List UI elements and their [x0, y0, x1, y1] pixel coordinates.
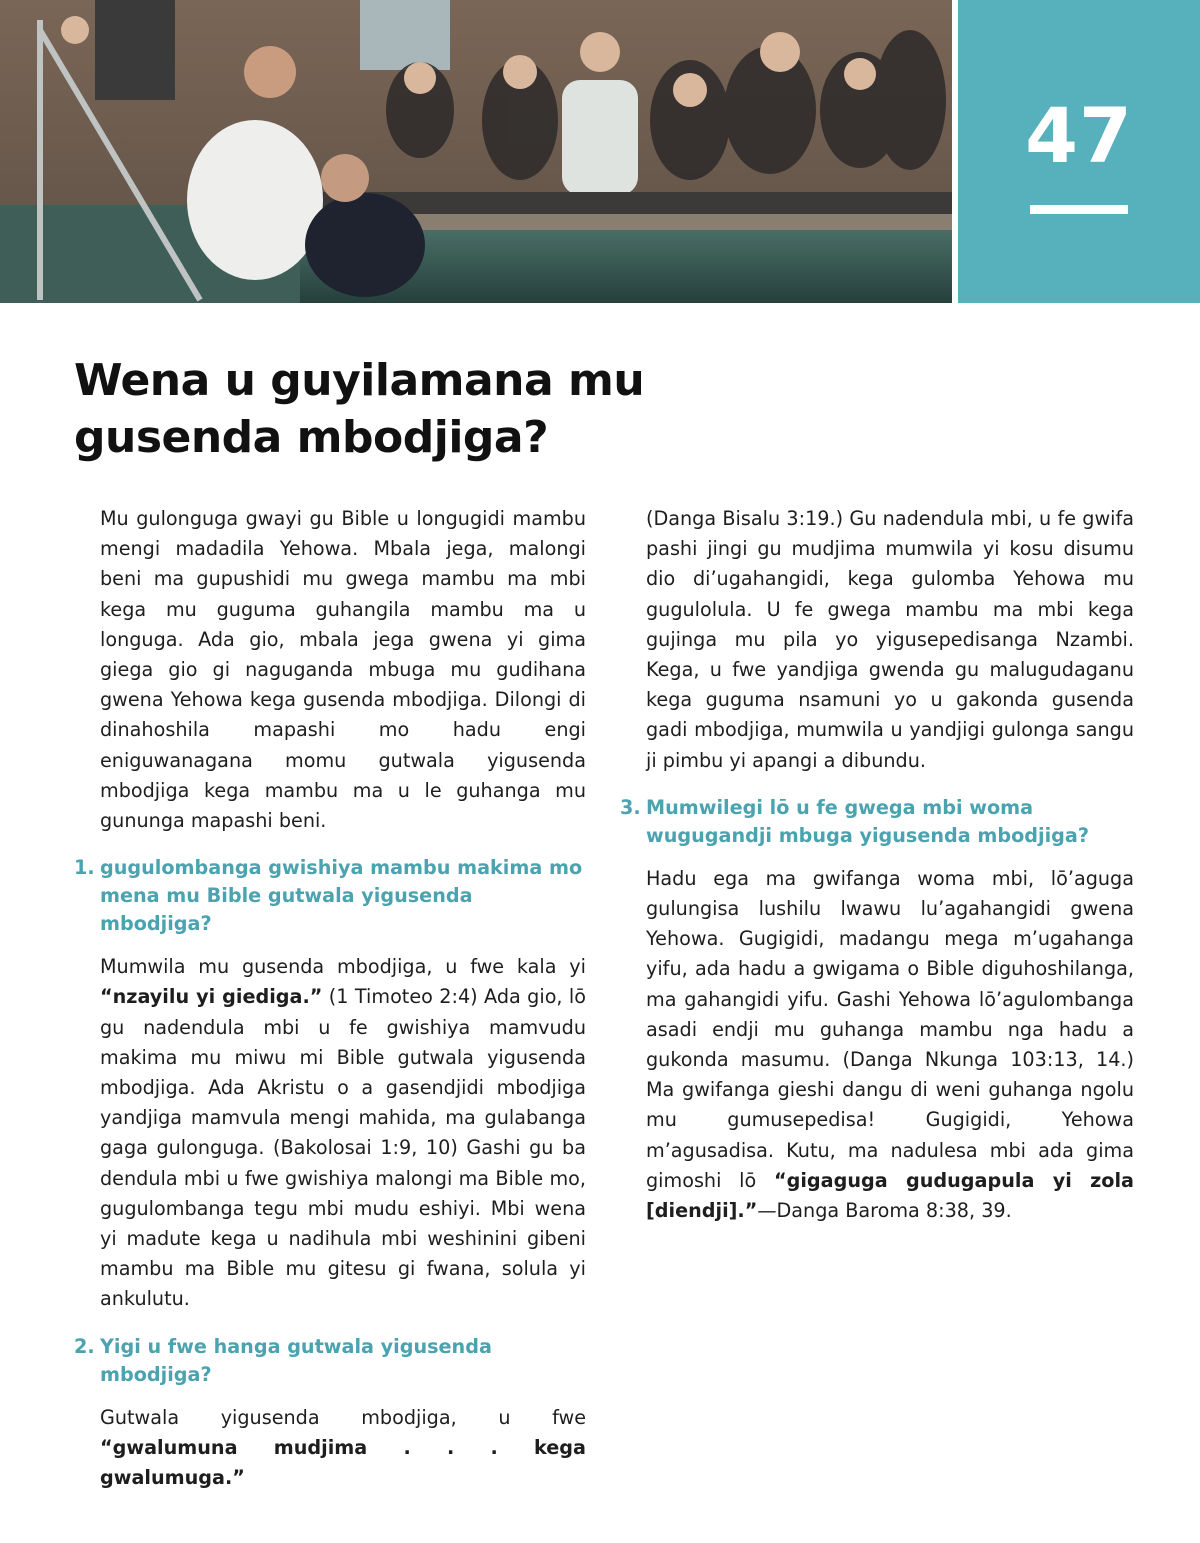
question-number: 2.	[74, 1334, 95, 1358]
answer-2-start	[74, 1403, 586, 1494]
question-3	[620, 794, 1134, 850]
answer-text: (1 Timoteo 2:4) Ada gio, lō gu nadendula mbi u fe gwishiya mamvudu makima mu miwu mi Bible gutwala yigusenda mbodjiga. Ada Akristu o a gasendjidi mbodjiga yandjiga mamvula mengi mahida, ma gulabanga gaga gulonguga. (Bakolosai 1:9, 10) Gashi gu ba dendula mbi u fwe gwishiya malongi ma Bible mo, gugulombanga tegu mbi mudu eshiyi. Mbi wena yi madute kega u nadihula mbi weshinini gibeni mambu ma Bible mu gitesu gi fwana, solula yi ankulutu.	[100, 985, 587, 1311]
lesson-number: 47	[1025, 91, 1133, 180]
lesson-title: Wena u guyilamana mu gusenda mbodjiga?	[74, 355, 645, 463]
question-1	[74, 854, 586, 938]
answer-text: —Danga Baroma 8:38, 39.	[757, 1199, 1012, 1223]
answer-text: Mumwila mu gusenda mbodjiga, u fwe kala yi	[100, 955, 586, 979]
question-2	[74, 1333, 586, 1389]
answer-3	[620, 864, 1134, 1226]
lesson-number-underline	[1030, 205, 1128, 214]
answer-quote: “nzayilu yi giediga.”	[100, 985, 323, 1009]
intro-paragraph: Mu gulonguga gwayi gu Bible u longugidi mambu mengi madadila Yehowa. Mbala jega, malongi beni ma gupushidi mu gwega mambu ma mbi kega mu guguma guhangila mambu ma u longuga. Ada gio, mbala jega gwena yi gima giega gio gi naguganda mbuga mu gudihana gwena Yehowa kega gusenda mbodjiga. Dilongi di dinahoshila mapashi mo hadu engi eniguwanagana momu gutwala yigusenda mbodjiga kega mambu ma u le guhanga mu gununga mapashi beni.	[100, 507, 586, 833]
question-text: gugulombanga gwishiya mambu makima mo mena mu Bible gutwala yigusenda mbodjiga?	[100, 856, 583, 936]
left-column	[74, 504, 586, 1493]
question-number: 1.	[74, 856, 95, 880]
question-number: 3.	[620, 795, 641, 819]
header-photo-baptism	[0, 0, 952, 303]
answer-text: Hadu ega ma gwifanga woma mbi, lō’aguga gulungisa lushilu lwawu lu’agahangidi gwena Yehowa. Gugigidi, madangu mega m’ugahanga yifu, ada hadu a gwigama o Bible diguhoshilanga, ma gahangidi yifu. Gashi Yehowa lō’agulombanga asadi endji mu guhanga mambu nga hadu a gukonda masumu. (Danga Nkunga 103:13, 14.) Ma gwifanga gieshi dangu di weni guhanga ngolu mu gumusepedisa! Gugigidi, Yehowa m’agusadisa. Kutu, ma nadulesa mbi ada gima gimoshi lō	[646, 866, 1134, 1192]
question-text: Yigi u fwe hanga gutwala yigusenda mbodjiga?	[100, 1334, 492, 1386]
answer-2-continued: (Danga Bisalu 3:19.) Gu nadendula mbi, u fe gwifa pashi jingi gu mudjima mumwila yi kosu disumu dio di’ugahangidi, kega gulomba Yehowa mu gugulolula. U fe gwega mambu ma mbi kega gujinga mu pila yo yigusepedisanga Nzambi. Kega, u fwe yandjiga gwenda gu malugudaganu kega guguma nsamuni yo u gakonda gusenda gadi mbodjiga, mumwila u yandjigi gulonga sangu ji pimbu yi apangi a dibundu.	[646, 507, 1134, 772]
answer-quote: “gigaguga gudugapula yi zola [diendji].”	[646, 1168, 1135, 1223]
answer-quote: “gwalumuna mudjima . . . kega gwalumuga.”	[100, 1435, 586, 1490]
right-column	[620, 504, 1134, 1226]
lesson-number-block	[958, 0, 1200, 303]
answer-text: Gutwala yigusenda mbodjiga, u fwe	[100, 1405, 586, 1429]
answer-1	[74, 952, 586, 1314]
question-text: Mumwilegi lō u fe gwega mbi woma wugugandji mbuga yigusenda mbodjiga?	[646, 795, 1089, 847]
